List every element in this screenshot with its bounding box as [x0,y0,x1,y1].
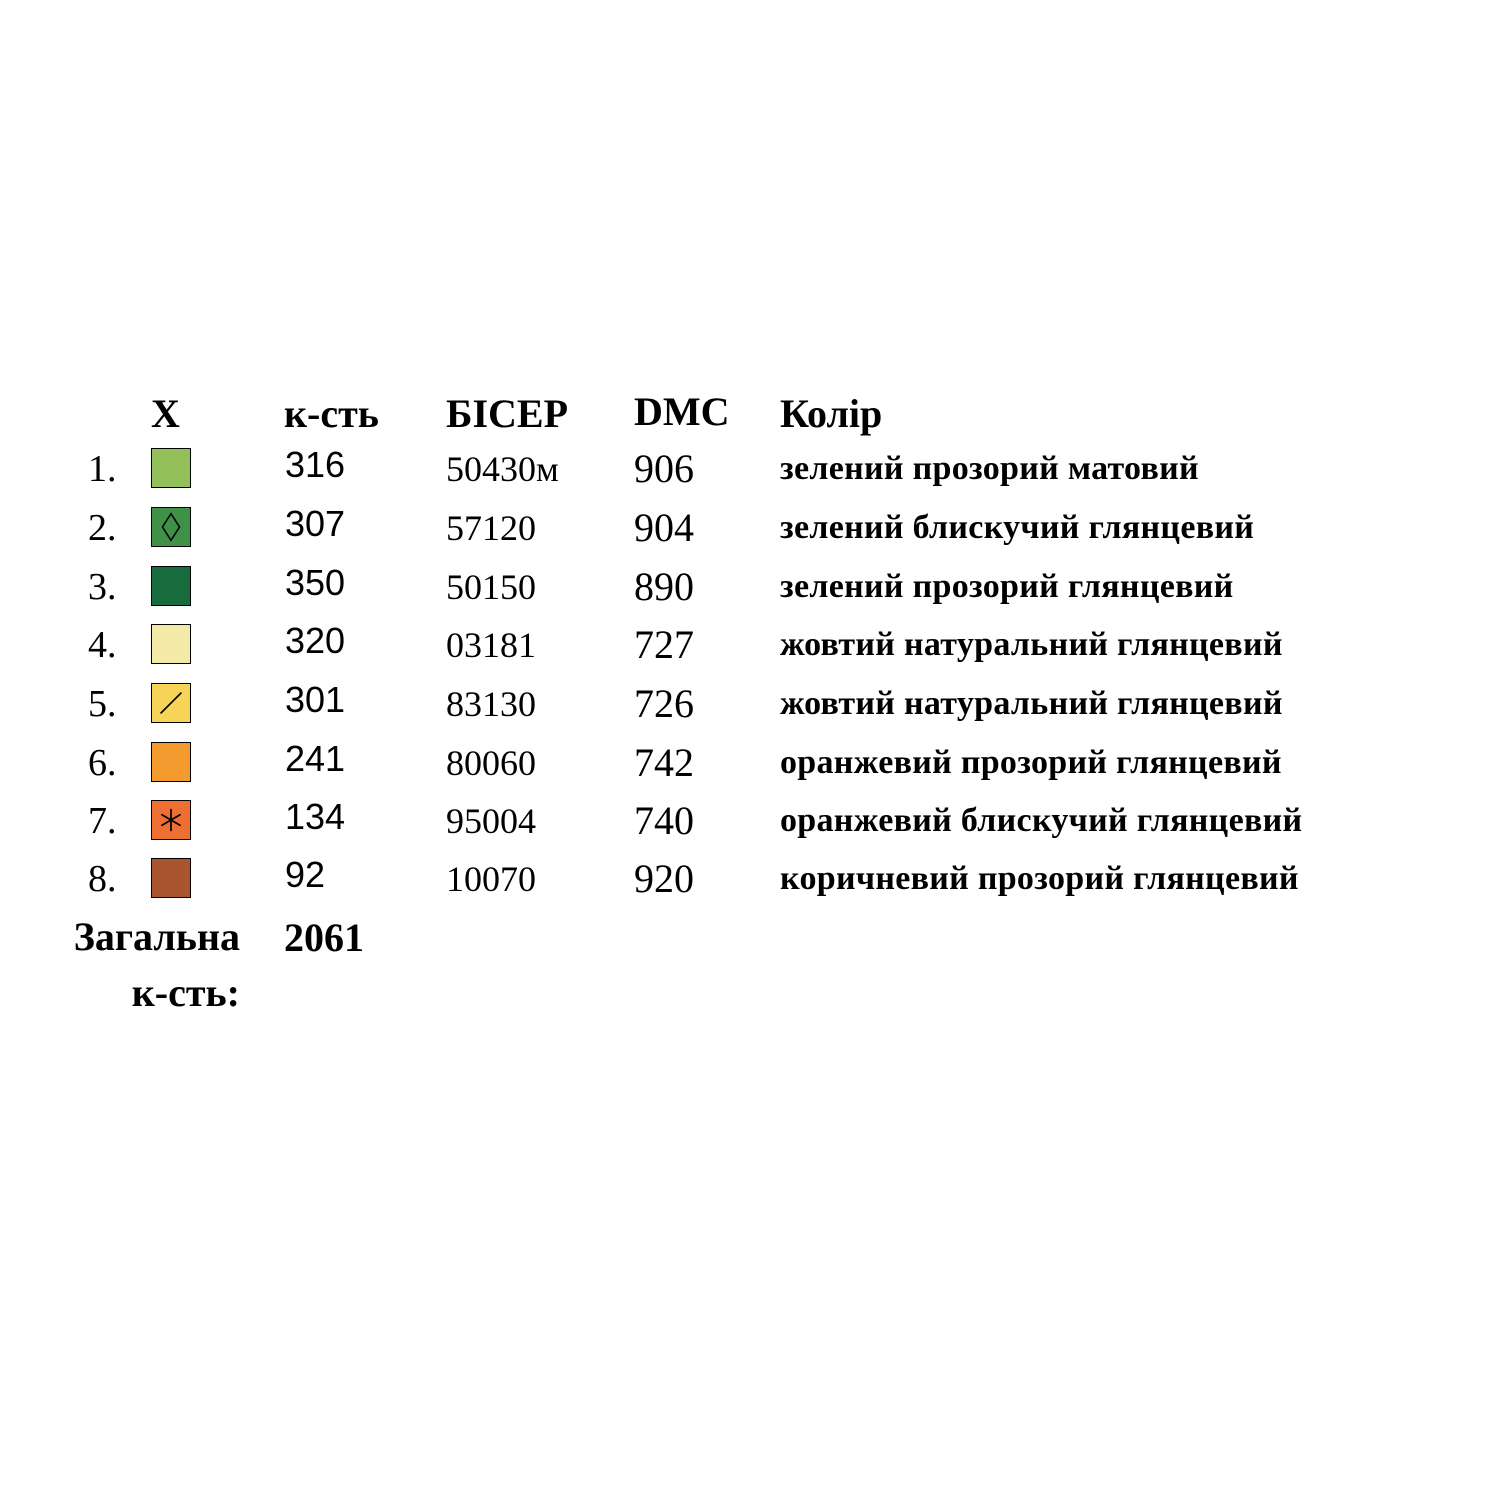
row-quantity: 350 [285,562,346,603]
row-color-name: зелений прозорий глянцевий [780,568,1234,605]
total-label-line2: к-сть: [131,970,240,1015]
row-bead-code: 10070 [446,859,536,899]
row-quantity: 92 [285,854,326,895]
row-dmc-code: 727 [634,622,694,667]
row-number: 2. [88,507,117,549]
row-quantity: 316 [285,444,346,485]
color-swatch-plain [151,448,191,488]
header-color: Колір [780,391,883,436]
row-number: 8. [88,858,117,900]
total-label-line1: Загальна [73,914,240,959]
row-color-name: зелений прозорий матовий [780,450,1199,487]
color-swatch-plain [151,858,191,898]
header-quantity: к-сть [284,391,379,436]
row-dmc-code: 742 [634,740,694,785]
row-bead-code: 03181 [446,625,536,665]
row-number: 1. [88,448,117,490]
row-dmc-code: 726 [634,681,694,726]
row-number: 4. [88,624,117,666]
row-dmc-code: 904 [634,505,694,550]
row-number: 6. [88,742,117,784]
header-dmc: DMC [634,389,730,434]
asterisk-icon [152,801,190,839]
row-quantity: 320 [285,620,346,661]
row-bead-code: 83130 [446,684,536,724]
row-dmc-code: 740 [634,798,694,843]
row-color-name: оранжевий прозорий глянцевий [780,744,1282,781]
color-swatch-plain [151,742,191,782]
color-swatch-plain [151,566,191,606]
row-quantity: 301 [285,679,346,720]
color-swatch-diamond [151,507,191,547]
diamond-icon [152,508,190,546]
row-bead-code: 80060 [446,743,536,783]
color-swatch-asterisk [151,800,191,840]
row-number: 7. [88,800,117,842]
row-bead-code: 50430м [446,449,559,489]
row-color-name: оранжевий блискучий глянцевий [780,802,1303,839]
total-label [74,909,240,1021]
row-color-name: коричневий прозорий глянцевий [780,860,1299,897]
row-number: 5. [88,683,117,725]
row-quantity: 134 [285,796,346,837]
row-color-name: жовтий натуральний глянцевий [780,626,1283,663]
header-symbol: X [151,391,180,436]
total-quantity: 2061 [284,915,364,960]
row-bead-code: 95004 [446,801,536,841]
row-quantity: 307 [285,503,346,544]
color-swatch-plain [151,624,191,664]
row-bead-code: 50150 [446,567,536,607]
header-bead: БІСЕР [446,391,569,436]
row-color-name: жовтий натуральний глянцевий [780,685,1283,722]
row-quantity: 241 [285,738,346,779]
row-dmc-code: 920 [634,856,694,901]
row-number: 3. [88,566,117,608]
row-dmc-code: 890 [634,564,694,609]
row-bead-code: 57120 [446,508,536,548]
slash-icon [152,684,190,722]
color-swatch-slash [151,683,191,723]
row-color-name: зелений блискучий глянцевий [780,509,1255,546]
row-dmc-code: 906 [634,446,694,491]
